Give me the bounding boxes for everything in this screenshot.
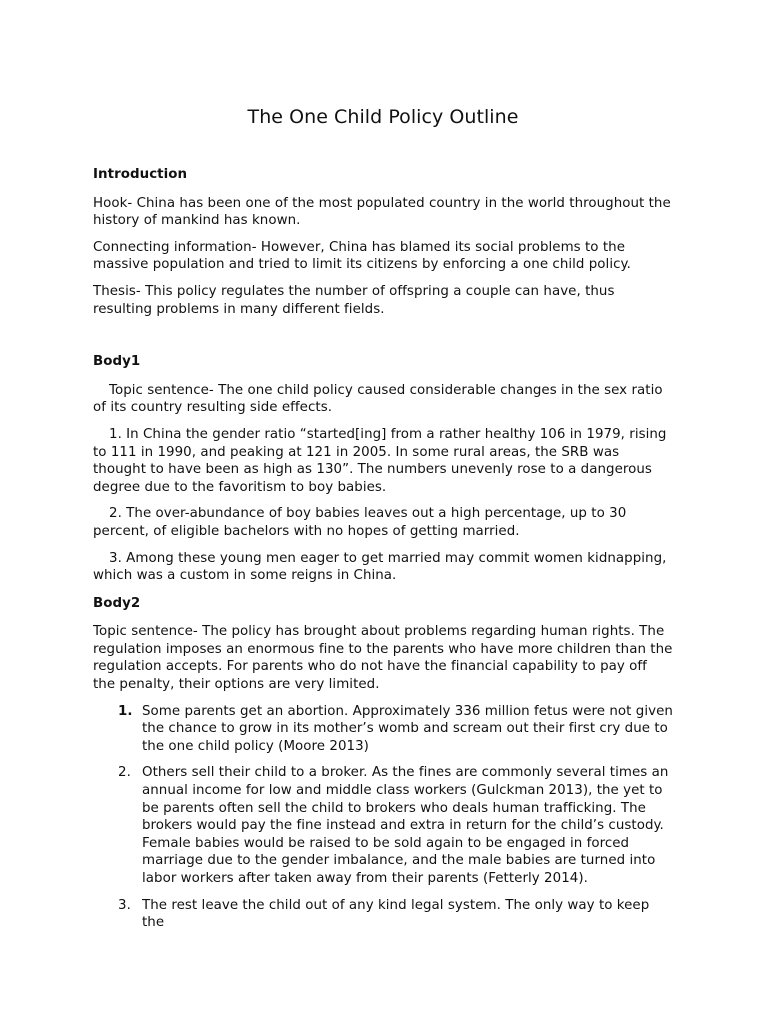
body1-point-1: 1. In China the gender ratio “started[ing] from a rather healthy 106 in 1979, rising to 111 in 1990, and peaking at 121 in 2005. In some rural areas, the SRB was thought to have been as high as 130”. The numbers unevenly rose to a dangerous degree due to the favoritism to boy babies. (93, 426, 667, 495)
list-item-number: 2. (118, 765, 131, 781)
introduction-heading: Introduction (93, 167, 188, 182)
document-title: The One Child Policy Outline (247, 106, 519, 128)
body1-point-2: 2. The over-abundance of boy babies leaves out a high percentage, up to 30 percent, of eligible bachelors with no hopes of getting married. (93, 506, 627, 539)
list-item-text: Some parents get an abortion. Approximately 336 million fetus were not given the chance to grow in its mother’s womb and scream out their first cry due to the one child policy (Moore 2013) (142, 703, 673, 754)
intro-hook: Hook- China has been one of the most populated country in the world throughout the history of mankind has known. (93, 195, 671, 229)
body2-topic-sentence: Topic sentence- The policy has brought about problems regarding human rights. The regulation imposes an enormous fine to the parents who have more children than the regulation accepts. For parents who do not have the financial capability to pay off the penalty, their options are very limited. (93, 624, 673, 693)
list-item (93, 764, 673, 887)
document-page (93, 104, 673, 941)
list-item (93, 897, 673, 932)
intro-connecting-information: Connecting information- However, China has blamed its social problems to the massive population and tried to limit its citizens by enforcing a one child policy. (93, 239, 631, 273)
body1-topic-sentence: Topic sentence- The one child policy caused considerable changes in the sex ratio of its country resulting side effects. (93, 382, 663, 416)
list-item-number: 3. (118, 897, 131, 913)
body2-list (93, 703, 673, 932)
list-item (93, 703, 673, 756)
body1-heading: Body1 (93, 354, 141, 370)
list-item-text: The rest leave the child out of any kind legal system. The only way to keep the (142, 897, 650, 931)
list-item-number: 1. (118, 703, 133, 719)
list-item-text: Others sell their child to a broker. As the fines are commonly several times an annual income for low and middle class workers (Gulckman 2013), the yet to be parents often sell the child to brokers who deals human trafficking. The brokers would pay the fine instead and extra in return for the child’s custody. Female babies would be raised to be sold again to be engaged in forced marriage due to the gender imbalance, and the male babies are turned into labor workers after taken away from their parents (Fetterly 2014). (142, 765, 669, 886)
body2-heading: Body2 (93, 595, 141, 611)
intro-thesis: Thesis- This policy regulates the number of offspring a couple can have, thus resulting problems in many different fields. (93, 283, 615, 317)
body1-point-3: 3. Among these young men eager to get married may commit women kidnapping, which was a custom in some reigns in China. (93, 550, 667, 584)
